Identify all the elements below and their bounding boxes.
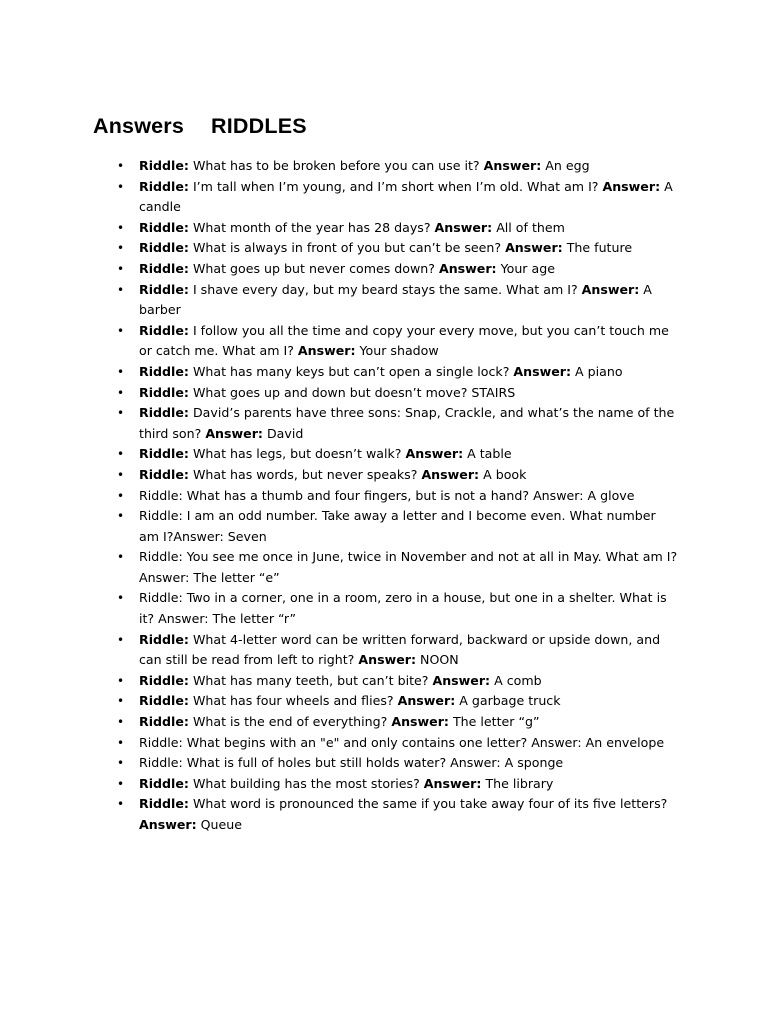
riddle-question: Riddle: I am an odd number. Take away a letter and I become even. What number am I?Answer: Seven <box>139 508 656 544</box>
list-item <box>117 259 679 280</box>
riddle-question: Riddle: What is full of holes but still holds water? Answer: A sponge <box>139 755 564 771</box>
riddle-question: Riddle: What has a thumb and four fingers, but is not a hand? Answer: A glove <box>139 487 635 503</box>
list-item <box>117 383 679 404</box>
bullet-icon: • <box>117 159 125 173</box>
riddle-question: What has many teeth, but can’t bite? <box>188 672 433 688</box>
bullet-icon: • <box>117 385 125 400</box>
riddle-question: What goes up and down but doesn’t move? STAIRS <box>188 384 516 400</box>
riddle-question: What is always in front of you but can’t be seen? <box>188 240 506 256</box>
riddle-label: Riddle: <box>139 260 189 276</box>
list-item <box>117 218 679 239</box>
riddle-question: What goes up but never comes down? <box>188 260 439 276</box>
riddle-question: What has words, but never speaks? <box>188 466 422 482</box>
bullet-icon: • <box>117 488 125 503</box>
answer-label: Answer: <box>602 178 661 194</box>
riddle-list <box>117 156 679 836</box>
riddle-label: Riddle: <box>139 714 189 730</box>
list-item <box>117 403 679 444</box>
title-riddles: RIDDLES <box>211 114 307 138</box>
answer-label: Answer: <box>358 652 417 668</box>
answer-label: Answer: <box>297 343 356 359</box>
bullet-icon: • <box>117 591 125 606</box>
riddle-question: Riddle: Two in a corner, one in a room, zero in a house, but one in a shelter. What is it? Answer: The letter “r” <box>139 590 667 627</box>
riddle-question: David’s parents have three sons: Snap, Crackle, and what’s the name of the third son? <box>139 405 675 441</box>
answer-label: Answer: <box>513 363 572 379</box>
riddle-label: Riddle: <box>139 796 189 812</box>
riddle-answer: Queue <box>196 817 243 832</box>
riddle-question: What word is pronounced the same if you take away four of its five letters? <box>188 796 668 812</box>
riddle-label: Riddle: <box>139 281 189 297</box>
riddle-answer: A candle <box>139 178 673 215</box>
riddle-answer: An egg <box>541 158 590 173</box>
bullet-icon: • <box>117 261 125 276</box>
riddle-label: Riddle: <box>139 384 189 400</box>
bullet-icon: • <box>117 735 125 750</box>
riddle-label: Riddle: <box>139 240 189 256</box>
bullet-icon: • <box>117 632 125 647</box>
bullet-icon: • <box>117 509 125 524</box>
riddle-label: Riddle: <box>139 363 189 379</box>
answer-label: Answer: <box>421 466 480 482</box>
riddle-answer: Your age <box>496 260 555 276</box>
riddle-question: What building has the most stories? <box>188 775 424 791</box>
riddle-answer: A piano <box>571 363 623 379</box>
answer-label: Answer: <box>205 425 263 441</box>
list-item <box>117 588 679 629</box>
list-item <box>117 547 679 588</box>
riddle-question: What has to be broken before you can use it? <box>188 158 484 173</box>
list-item <box>117 362 679 383</box>
bullet-icon: • <box>117 364 125 379</box>
bullet-icon: • <box>117 550 125 565</box>
bullet-icon: • <box>117 220 125 235</box>
list-item <box>117 280 679 321</box>
bullet-icon: • <box>117 776 125 791</box>
list-item <box>117 712 679 733</box>
bullet-icon: • <box>117 282 125 297</box>
riddle-answer: David <box>262 425 304 441</box>
riddle-question: What has many keys but can’t open a single lock? <box>188 363 514 379</box>
answer-label: Answer: <box>438 260 497 276</box>
answer-label: Answer: <box>139 817 197 832</box>
riddle-answer: A comb <box>490 672 542 688</box>
bullet-icon: • <box>117 797 125 812</box>
riddle-answer: A book <box>479 466 527 482</box>
riddle-label: Riddle: <box>139 219 189 235</box>
riddle-question: What 4-letter word can be written forward, backward or upside down, and can still be read from left to right? <box>139 631 661 668</box>
riddle-question: Riddle: You see me once in June, twice in November and not at all in May. What am I? Answer: The letter “e” <box>139 549 678 585</box>
list-item <box>117 238 679 259</box>
list-item <box>117 156 679 177</box>
riddle-answer: All of them <box>492 219 565 235</box>
riddle-answer: A garbage truck <box>455 693 561 709</box>
title-answers: Answers <box>93 114 185 138</box>
list-item <box>117 465 679 486</box>
list-item <box>117 691 679 712</box>
riddle-answer: NOON <box>416 652 459 668</box>
riddle-question: What has legs, but doesn’t walk? <box>188 446 406 462</box>
list-item <box>117 774 679 795</box>
bullet-icon: • <box>117 715 125 730</box>
riddle-question: I shave every day, but my beard stays the same. What am I? <box>188 281 582 297</box>
bullet-icon: • <box>117 694 125 709</box>
list-item <box>117 733 679 754</box>
list-item <box>117 506 679 547</box>
answer-label: Answer: <box>505 240 563 256</box>
riddle-label: Riddle: <box>139 446 189 462</box>
riddle-question: I follow you all the time and copy your every move, but you can’t touch me or catch me. What am I? <box>139 322 669 359</box>
answer-label: Answer: <box>397 693 456 709</box>
bullet-icon: • <box>117 241 125 256</box>
list-item <box>117 444 679 465</box>
riddle-label: Riddle: <box>139 672 189 688</box>
bullet-icon: • <box>117 447 125 462</box>
riddle-question: What is the end of everything? <box>188 714 392 730</box>
bullet-icon: • <box>117 323 125 338</box>
riddle-label: Riddle: <box>139 158 189 173</box>
answer-label: Answer: <box>434 219 493 235</box>
answer-label: Answer: <box>581 281 640 297</box>
answer-label: Answer: <box>391 714 449 730</box>
answer-label: Answer: <box>432 672 491 688</box>
list-item <box>117 794 679 835</box>
riddle-question: Riddle: What begins with an "e" and only contains one letter? Answer: An envelope <box>139 734 665 750</box>
answer-label: Answer: <box>423 775 482 791</box>
riddle-label: Riddle: <box>139 631 189 647</box>
riddle-label: Riddle: <box>139 466 189 482</box>
bullet-icon: • <box>117 406 125 421</box>
riddle-label: Riddle: <box>139 405 189 421</box>
riddle-label: Riddle: <box>139 322 189 338</box>
riddle-label: Riddle: <box>139 693 189 709</box>
riddle-question: What has four wheels and flies? <box>188 693 398 709</box>
list-item <box>117 671 679 692</box>
bullet-icon: • <box>117 756 125 771</box>
riddle-answer: The library <box>481 775 554 791</box>
riddle-answer: A table <box>463 446 512 462</box>
list-item <box>117 753 679 774</box>
bullet-icon: • <box>117 467 125 482</box>
riddle-answer: A barber <box>139 281 652 318</box>
riddle-answer: Your shadow <box>355 343 439 359</box>
list-item <box>117 486 679 507</box>
answer-label: Answer: <box>405 446 464 462</box>
riddle-answer: The letter “g” <box>448 714 540 730</box>
page-title <box>93 114 307 139</box>
answer-label: Answer: <box>483 158 542 173</box>
riddle-label: Riddle: <box>139 178 189 194</box>
bullet-icon: • <box>117 179 125 194</box>
bullet-icon: • <box>117 673 125 688</box>
list-item <box>117 177 679 218</box>
riddle-question: What month of the year has 28 days? <box>188 219 435 235</box>
list-item <box>117 630 679 671</box>
riddle-answer: The future <box>562 240 633 256</box>
riddle-question: I’m tall when I’m young, and I’m short when I’m old. What am I? <box>188 178 603 194</box>
list-item <box>117 321 679 362</box>
riddle-label: Riddle: <box>139 775 189 791</box>
